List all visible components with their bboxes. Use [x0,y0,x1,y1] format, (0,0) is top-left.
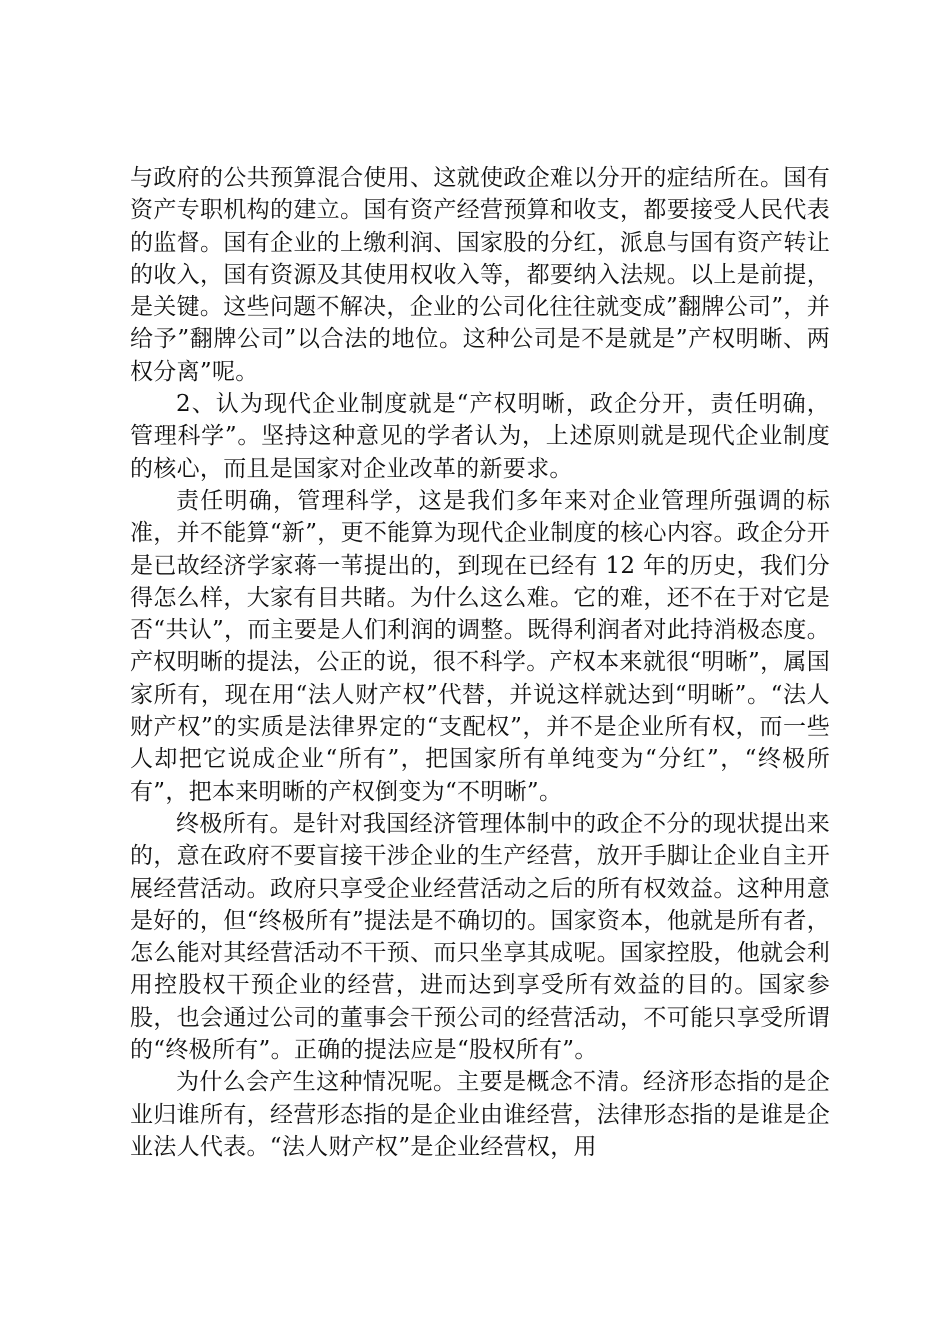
paragraph-2: 2、认为现代企业制度就是“产权明晰，政企分开，责任明确，管理科学”。坚持这种意见的学者认为，上述原则就是现代企业制度的核心，而且是国家对企业改革的新要求。 [130,391,830,482]
paragraph-5: 为什么会产生这种情况呢。主要是概念不清。经济形态指的是企业归谁所有，经营形态指的是企业由谁经营，法律形态指的是谁是企业法人代表。“法人财产权”是企业经营权，用 [130,1069,830,1160]
document-body [130,162,830,1163]
paragraph-4: 终极所有。是针对我国经济管理体制中的政企不分的现状提出来的，意在政府不要盲接干涉企业的生产经营，放开手脚让企业自主开展经营活动。政府只享受企业经营活动之后的所有权效益。这种用意是好的，但“终极所有”提法是不确切的。国家资本，他就是所有者，怎么能对其经营活动不干预、而只坐享其成呢。国家控股，他就会利用控股权干预企业的经营，进而达到享受所有效益的目的。国家参股，也会通过公司的董事会干预公司的经营活动，不可能只享受所谓的“终极所有”。正确的提法应是“股权所有”。 [130,810,830,1064]
paragraph-3: 责任明确，管理科学，这是我们多年来对企业管理所强调的标准，并不能算“新”，更不能算为现代企业制度的核心内容。政企分开是已故经济学家蒋一苇提出的，到现在已经有 12 年的历史，我们分得怎么样，大家有目共睹。为什么这么难。它的难，还不在于对它是否“共认”，而主要是人们利润的调整。既得利润者对此持消极态度。产权明晰的提法，公正的说，很不科学。产权本来就很“明晰”，属国家所有，现在用“法人财产权”代替，并说这样就达到“明晰”。“法人财产权”的实质是法律界定的“支配权”，并不是企业所有权，而一些人却把它说成企业“所有”，把国家所有单纯变为“分红”，“终极所有”，把本来明晰的产权倒变为“不明晰”。 [130,487,830,805]
paragraph-1: 与政府的公共预算混合使用、这就使政企难以分开的症结所在。国有资产专职机构的建立。国有资产经营预算和收支，都要接受人民代表的监督。国有企业的上缴利润、国家股的分红，派息与国有资产转让的收入，国有资源及其使用权收入等，都要纳入法规。以上是前提，是关键。这些问题不解决，企业的公司化往往就变成”翻牌公司”，并给予”翻牌公司”以合法的地位。这种公司是不是就是”产权明晰、两权分离”呢。 [130,165,830,385]
